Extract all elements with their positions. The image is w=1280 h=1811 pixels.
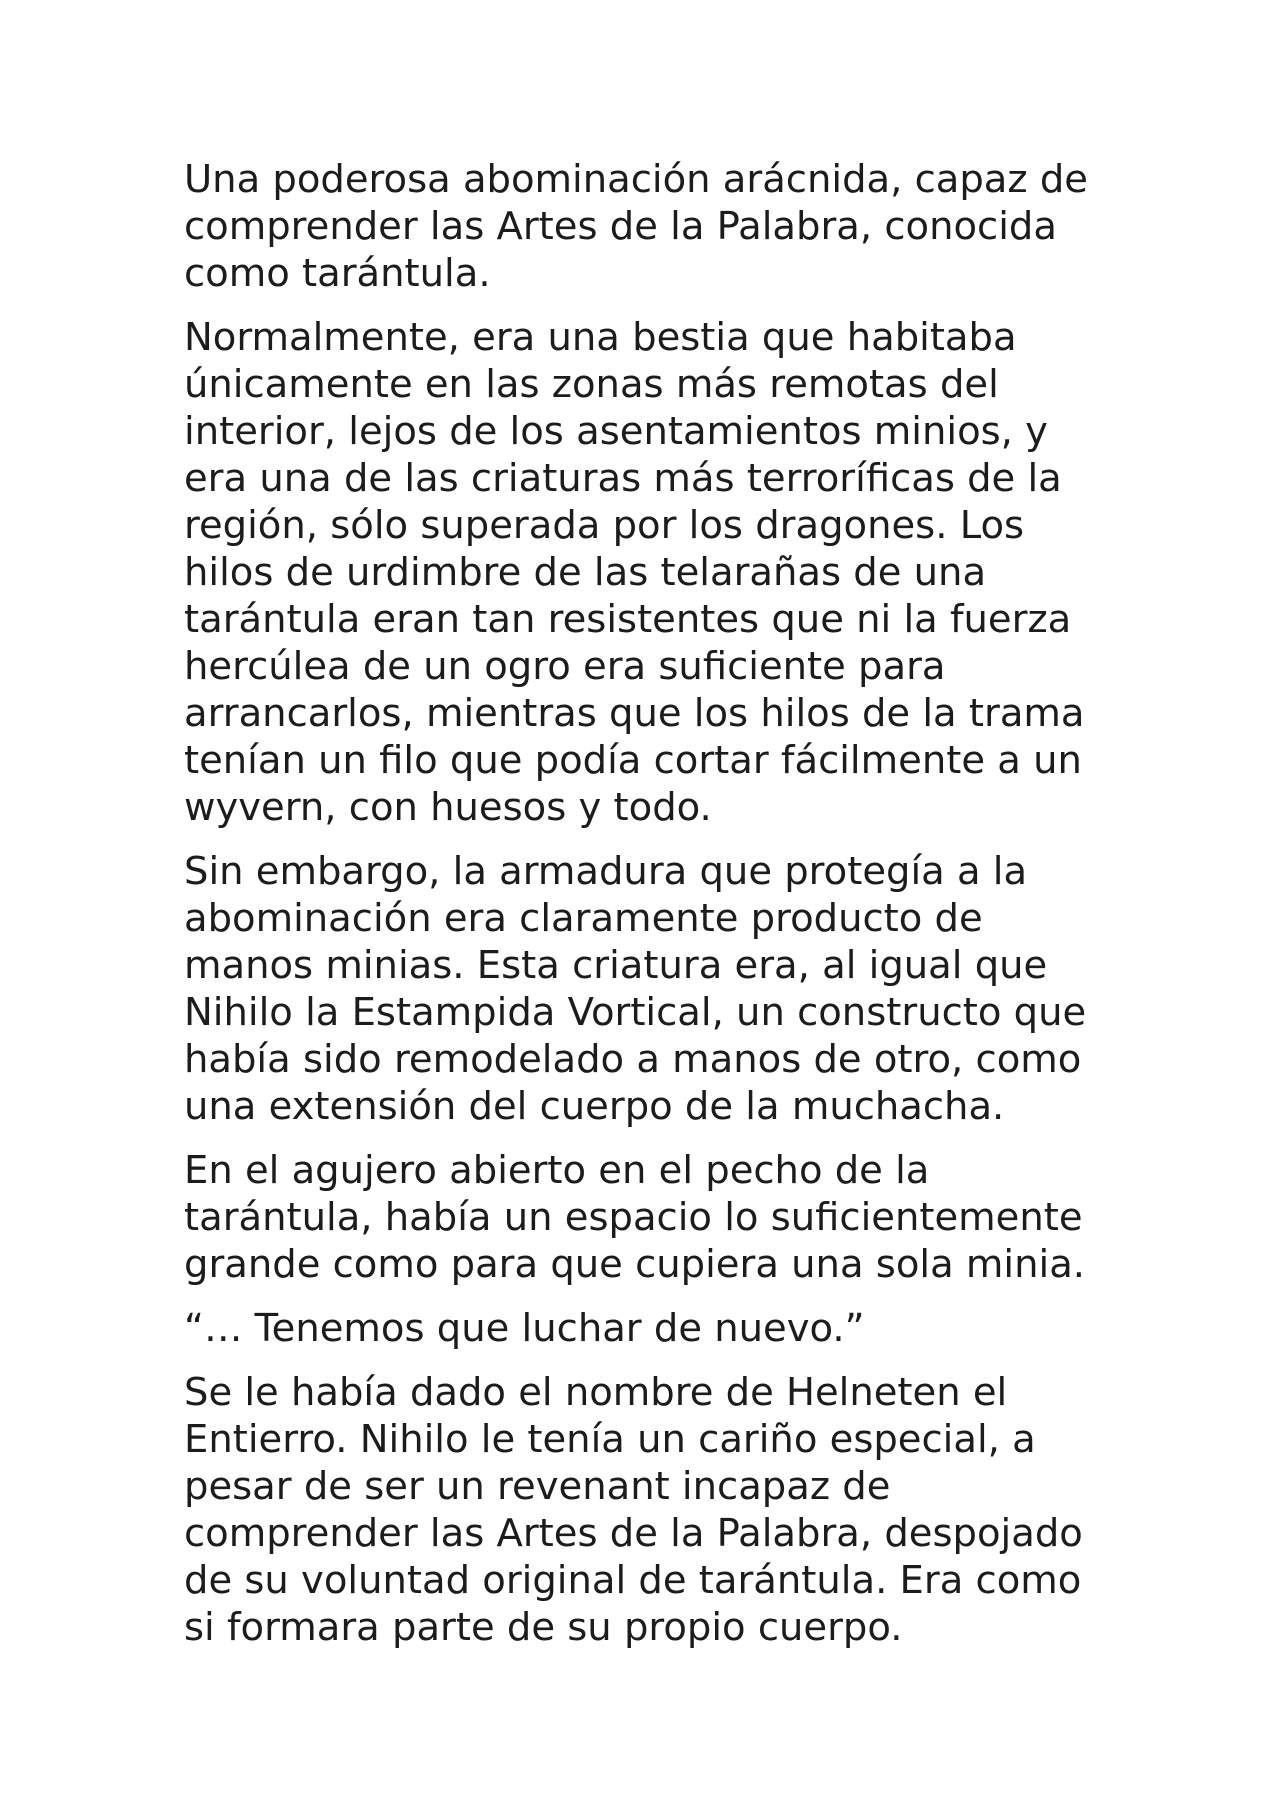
- paragraph-1: [184, 156, 1124, 297]
- text-line: había sido remodelado a manos de otro, como: [184, 1037, 1082, 1082]
- text-line: interior, lejos de los asentamientos minios, y: [184, 409, 1048, 454]
- body-text: [184, 156, 1124, 1668]
- text-line: tarántula, había un espacio lo suficientemente: [184, 1195, 1083, 1240]
- text-line: Normalmente, era una bestia que habitaba: [184, 315, 1017, 360]
- text-line: arrancarlos, mientras que los hilos de la trama: [184, 691, 1085, 736]
- paragraph-4: [184, 1147, 1124, 1288]
- text-line: únicamente en las zonas más remotas del: [184, 362, 999, 407]
- text-line: una extensión del cuerpo de la muchacha.: [184, 1084, 1005, 1129]
- text-line: manos minias. Esta criatura era, al igual que: [184, 943, 1048, 988]
- text-line: Sin embargo, la armadura que protegía a la: [184, 849, 1028, 894]
- paragraph-5-dialogue: [184, 1305, 1124, 1352]
- text-line: abominación era claramente producto de: [184, 896, 983, 941]
- text-line: comprender las Artes de la Palabra, despojado: [184, 1511, 1083, 1556]
- text-line: hilos de urdimbre de las telarañas de una: [184, 550, 987, 595]
- text-line: hercúlea de un ogro era suficiente para: [184, 644, 946, 689]
- text-line: Entierro. Nihilo le tenía un cariño especial, a: [184, 1417, 1036, 1462]
- text-line: Una poderosa abominación arácnida, capaz de: [184, 157, 1088, 202]
- text-line: comprender las Artes de la Palabra, conocida: [184, 204, 1057, 249]
- paragraph-6: [184, 1369, 1124, 1651]
- text-line: región, sólo superada por los dragones. Los: [184, 503, 1025, 548]
- paragraph-2: [184, 314, 1124, 831]
- text-line: como tarántula.: [184, 251, 491, 296]
- text-line: wyvern, con huesos y todo.: [184, 785, 712, 830]
- paragraph-3: [184, 848, 1124, 1130]
- text-line: pesar de ser un revenant incapaz de: [184, 1464, 891, 1509]
- text-line: En el agujero abierto en el pecho de la: [184, 1148, 930, 1193]
- text-line: Nihilo la Estampida Vortical, un constructo que: [184, 990, 1087, 1035]
- text-line: tarántula eran tan resistentes que ni la fuerza: [184, 597, 1072, 642]
- text-line: si formara parte de su propio cuerpo.: [184, 1605, 903, 1650]
- text-line: Se le había dado el nombre de Helneten el: [184, 1370, 1008, 1415]
- text-line: “… Tenemos que luchar de nuevo.”: [184, 1306, 865, 1351]
- text-line: de su voluntad original de tarántula. Era como: [184, 1558, 1082, 1603]
- text-line: grande como para que cupiera una sola minia.: [184, 1242, 1086, 1287]
- text-line: era una de las criaturas más terroríficas de la: [184, 456, 1062, 501]
- text-line: tenían un filo que podía cortar fácilmente a un: [184, 738, 1082, 783]
